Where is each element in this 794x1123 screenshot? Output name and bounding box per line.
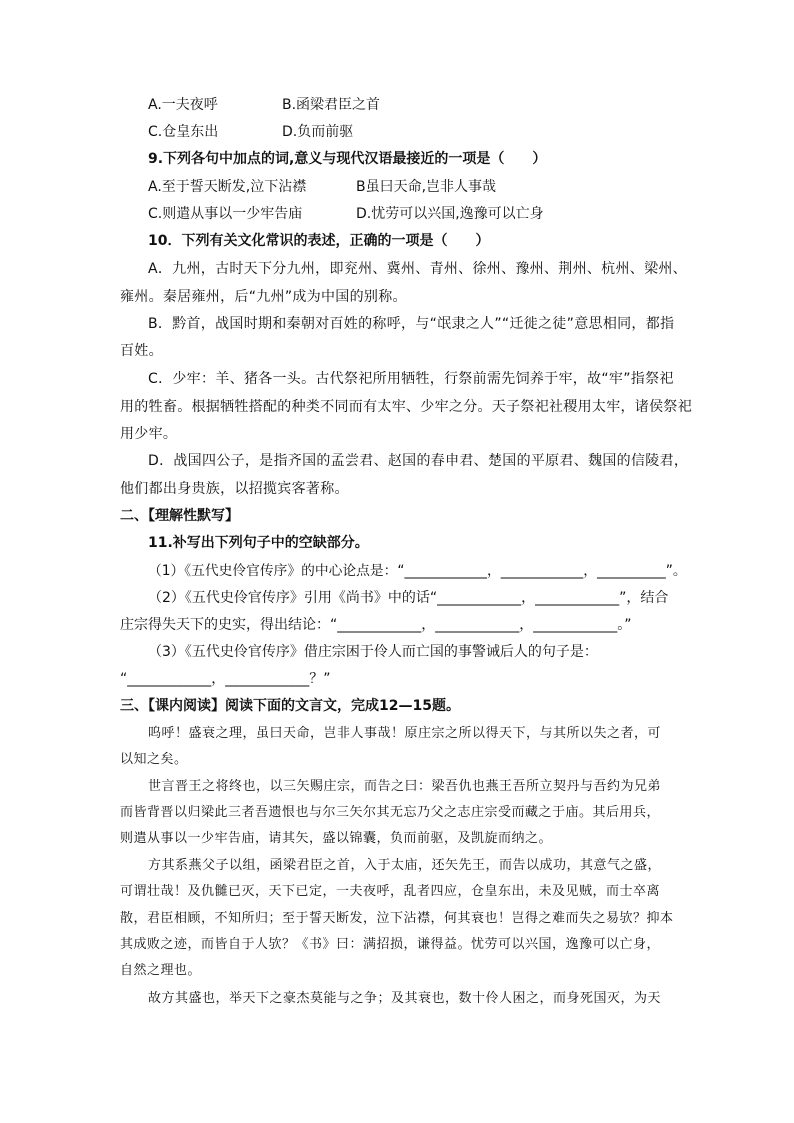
q10-option-a-line-1: A．九州，古时天下分九州，即兖州、冀州、青州、徐州、豫州、荆州、杭州、梁州、 bbox=[148, 261, 687, 277]
q10-option-b-line-1: B．黔首，战国时期和秦朝对百姓的称呼，与“氓隶之人”“迁徙之徒”意思相同，都指 bbox=[148, 316, 675, 332]
q11-item-2-line-2: 庄宗得失天下的史实，得出结论：“____________，____________，____________。” bbox=[120, 617, 632, 633]
passage-p2-line-3: 则遣从事以一少牢告庙，请其矢，盛以锦囊，负而前驱，及凯旋而纳之。 bbox=[120, 831, 553, 846]
section-3-heading: 三、【课内阅读】阅读下面的文言文，完成12—15题。 bbox=[120, 698, 460, 714]
passage-p3-line-3: 散，君臣相顾，不知所归；至于誓天断发，泣下沾襟，何其衰也！岂得之难而失之易欤？抑本 bbox=[120, 911, 674, 926]
q11-item-2-line-1: （2）《五代史伶官传序》引用《尚书》中的话“____________，____________”，结合 bbox=[148, 590, 669, 606]
q8-option-a: A.一夫夜呼 bbox=[148, 97, 218, 113]
q11-item-3-line-2: “____________，____________？” bbox=[120, 671, 331, 687]
q11-item-1: （1）《五代史伶官传序》的中心论点是：“____________，____________，__________”。 bbox=[148, 563, 687, 579]
passage-p3-line-5: 自然之理也。 bbox=[120, 963, 202, 978]
passage-p1-line-2: 以知之矣。 bbox=[120, 752, 188, 767]
passage-p2-line-1: 世言晋王之将终也，以三矢赐庄宗，而告之曰：梁吾仇也燕王吾所立契丹与吾约为兄弟 bbox=[148, 779, 662, 794]
q9-stem: 9.下列各句中加点的词,意义与现代汉语最接近的一项是（ ） bbox=[148, 151, 547, 167]
passage-p2-line-2: 而皆背晋以归梁此三者吾遗恨也与尔三矢尔其无忘乃父之志庄宗受而藏之于庙。其后用兵， bbox=[120, 805, 661, 820]
q10-option-c-line-2: 用的牲畜。根据牺牲搭配的种类不同而有太牢、少牢之分。天子祭祀社稷用太牢，诸侯祭祀 bbox=[120, 399, 692, 415]
q10-option-d-line-1: D．战国四公子，是指齐国的孟尝君、赵国的春申君、楚国的平原君、魏国的信陵君， bbox=[148, 453, 689, 469]
q9-option-d: D.忧劳可以兴国,逸豫可以亡身 bbox=[356, 206, 544, 222]
passage-p3-line-4: 其成败之迹，而皆自于人欤？《书》曰：满招损，谦得益。忧劳可以兴国，逸豫可以亡身， bbox=[120, 937, 661, 952]
q10-option-b-line-2: 百姓。 bbox=[120, 343, 163, 359]
q9-option-b: B虽曰天命,岂非人事哉 bbox=[356, 179, 497, 195]
q10-option-c-line-3: 用少牢。 bbox=[120, 426, 178, 442]
q10-stem: 10．下列有关文化常识的表述，正确的一项是（ ） bbox=[148, 233, 490, 249]
q8-option-d: D.负而前驱 bbox=[282, 124, 354, 140]
q10-option-d-line-2: 他们都出身贵族，以招揽宾客著称。 bbox=[120, 481, 349, 497]
q8-option-c: C.仓皇东出 bbox=[148, 124, 219, 140]
passage-p1-line-1: 呜呼！盛衰之理，虽曰天命，岂非人事哉！原庄宗之所以得天下，与其所以失之者，可 bbox=[148, 726, 662, 741]
passage-p3-line-2: 可谓壮哉！及仇雠已灭，天下已定，一夫夜呼，乱者四应，仓皇东出，未及见贼，而士卒离 bbox=[120, 884, 661, 899]
q10-option-c-line-1: C．少牢：羊、猪各一头。古代祭祀所用牺牲，行祭前需先饲养于牢，故“牢”指祭祀 bbox=[148, 371, 674, 387]
passage-p3-line-1: 方其系燕父子以组，函梁君臣之首，入于太庙，还矢先王，而告以成功，其意气之盛， bbox=[148, 858, 662, 873]
q11-stem: 11.补写出下列句子中的空缺部分。 bbox=[148, 535, 369, 551]
q9-option-c: C.则遣从事以一少牢告庙 bbox=[148, 206, 303, 222]
q9-option-a: A.至于誓天断发,泣下沾襟 bbox=[148, 179, 307, 195]
passage-p4-line-1: 故方其盛也，举天下之豪杰莫能与之争；及其衰也，数十伶人困之，而身死国灭，为天 bbox=[148, 991, 662, 1006]
q10-option-a-line-2: 雍州。秦居雍州，后“九州”成为中国的别称。 bbox=[120, 289, 407, 305]
q8-option-b: B.函梁君臣之首 bbox=[282, 97, 381, 113]
section-2-heading: 二、【理解性默写】 bbox=[120, 508, 239, 524]
q11-item-3-line-1: （3）《五代史伶官传序》借庄宗困于伶人而亡国的事警诫后人的句子是： bbox=[148, 644, 598, 660]
